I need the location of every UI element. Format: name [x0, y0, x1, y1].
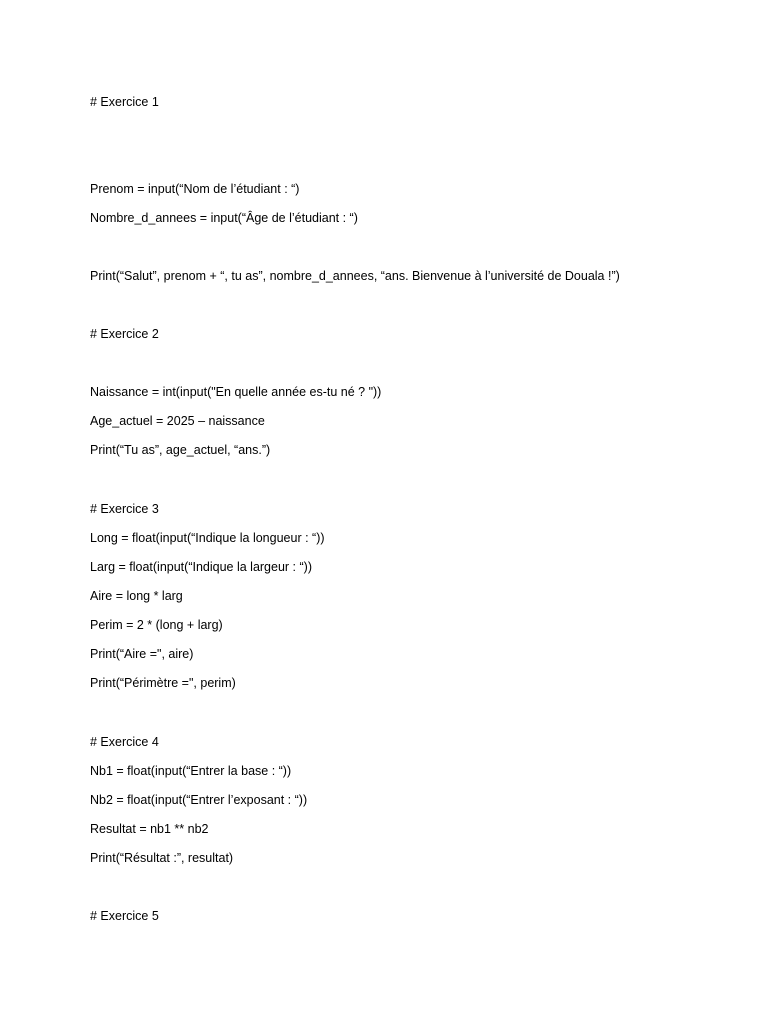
heading-exercice-5: # Exercice 5: [90, 909, 159, 923]
code-line: Nombre_d_annees = input(“Âge de l’étudiant : “): [90, 211, 358, 225]
code-line: Aire = long * larg: [90, 589, 183, 603]
heading-exercice-3: # Exercice 3: [90, 502, 159, 516]
code-line: Nb2 = float(input(“Entrer l’exposant : “)): [90, 793, 308, 807]
code-line: Print(“Salut”, prenom + “, tu as”, nombre_d_annees, “ans. Bienvenue à l’université de Douala !”): [90, 269, 620, 283]
code-line: Naissance = int(input("En quelle année es-tu né ? ")): [90, 385, 382, 399]
code-line: Prenom = input(“Nom de l’étudiant : “): [90, 182, 300, 196]
heading-exercice-2: # Exercice 2: [90, 327, 159, 341]
heading-exercice-4: # Exercice 4: [90, 735, 159, 749]
code-line: Larg = float(input(“Indique la largeur : “)): [90, 560, 312, 574]
heading-exercice-1: # Exercice 1: [90, 95, 159, 109]
code-line: Long = float(input(“Indique la longueur : “)): [90, 531, 325, 545]
code-line: Perim = 2 * (long + larg): [90, 618, 223, 632]
code-line: Nb1 = float(input(“Entrer la base : “)): [90, 764, 292, 778]
code-line: Print(“Résultat :”, resultat): [90, 851, 234, 865]
code-line: Print(“Tu as”, age_actuel, “ans.”): [90, 443, 271, 457]
code-line: Print(“Périmètre =", perim): [90, 676, 236, 690]
code-line: Resultat = nb1 ** nb2: [90, 822, 209, 836]
code-line: Print(“Aire =", aire): [90, 647, 194, 661]
code-line: Age_actuel = 2025 – naissance: [90, 414, 265, 428]
